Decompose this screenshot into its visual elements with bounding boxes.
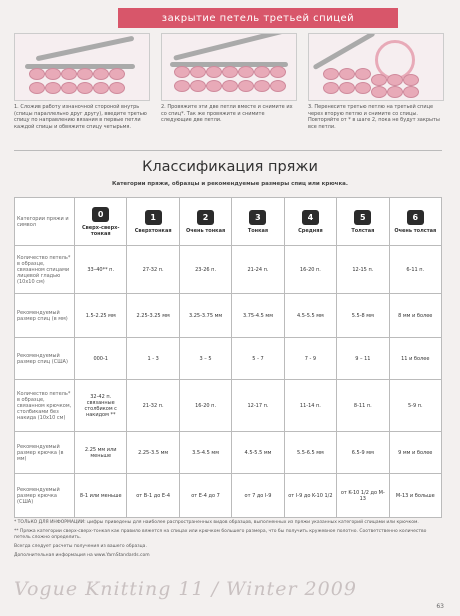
yarn-weight-icon: 5 [354,210,371,225]
page-title: Классификация пряжи [142,159,318,175]
table-cell: 1 - 3 [127,338,179,380]
page-footer [14,576,444,616]
table-cell: от K-10 1/2 до M-13 [337,474,389,518]
table-cell: 27-32 п. [127,246,179,294]
category-name: Очень тонкая [185,227,226,234]
table-cell: 16-20 п. [284,246,336,294]
yarn-weight-icon: 1 [145,210,162,225]
table-cell: от B-1 до E-4 [127,474,179,518]
table-cell: от I-9 до K-10 1/2 [284,474,336,518]
category-name: Толстая [351,227,375,234]
yarn-classification-table [14,197,442,518]
category-header [232,198,284,246]
table-row [15,474,442,518]
table-cell: 2.25-3.5 мм [127,432,179,474]
step-3-text: 3. Перенесите третью петлю на третьей спице через вторую петлю и снимите со спицы. Повторяйте от * в шаге 2, пока не будут закрыты все петли. [308,104,440,130]
table-cell: 11 и более [389,338,441,380]
step-1-text: 1. Сложив работу изнаночной стороной внутрь (спицы параллельно друг другу), введите третью спицу по направлению вязания в первые петли каждой спицы и обвяжите спицу четырьмя. [14,104,147,130]
step-2-text: 2. Провяжите эти две петли вместе и снимите их со спиц*. Так же провяжите и снимите следующие две петли. [161,104,293,123]
footnote: ** Пряжа категории сверх-сверх-тонкая как правило вяжется на спицах или крючком большего размера, что бы получить кружевное полотно. Соответственно количество петель сложно определить. [14,529,427,540]
category-header [75,198,127,246]
table-cell: 3 – 5 [179,338,231,380]
category-header [127,198,179,246]
category-name: Сверх-сверх-тонкая [81,224,120,237]
table-cell: 2.25 мм или меньше [75,432,127,474]
yarn-weight-icon: 3 [249,210,266,225]
step-2-photo [161,33,297,101]
table-row [15,338,442,380]
step-1-photo [14,33,150,101]
table-cell: 8-1 или меньше [75,474,127,518]
table-cell: 4.5-5.5 мм [232,432,284,474]
row-label: Рекомендуемый размер спиц (США) [15,338,75,380]
row-label: Рекомендуемый размер крючка (США) [15,474,75,518]
table-cell: 5 - 7 [232,338,284,380]
table-cell: 23-26 п. [179,246,231,294]
yarn-weight-icon: 2 [197,210,214,225]
category-name: Очень толстая [394,227,437,234]
category-name: Средняя [298,227,323,234]
section-banner [118,8,398,28]
table-cell: 6-11 п. [389,246,441,294]
table-cell: 3.25-3.75 мм [179,294,231,338]
table-row [15,294,442,338]
table-cell: 12-17 п. [232,380,284,432]
table-cell: от E-4 до 7 [179,474,231,518]
steps-row [14,33,442,130]
table-cell: 11-14 п. [284,380,336,432]
table-cell: 2.25-3.25 мм [127,294,179,338]
step-2 [161,33,295,130]
table-cell: 12-15 п. [337,246,389,294]
category-name: Тонкая [247,227,269,234]
category-header [179,198,231,246]
table-cell: 9 мм и более [389,432,441,474]
row-label: Количество петель* в образце, связанном крючком, столбиками без накида (10x10 см) [15,380,75,432]
category-header [337,198,389,246]
step-1 [14,33,148,130]
table-cell: 5.5-6.5 мм [284,432,336,474]
row-label: Количество петель* в образце, связанном спицами лицевой гладью (10x10 см) [15,246,75,294]
step-3 [308,33,442,130]
table-cell: 8-11 п. [337,380,389,432]
table-cell: от 7 до I-9 [232,474,284,518]
table-cell: 21-32 п. [127,380,179,432]
table-header-row [15,198,442,246]
table-cell: 3.5-4.5 мм [179,432,231,474]
table-cell: 32-42 п. связанные столбиком с накидом ** [75,380,127,432]
table-cell: M-13 и больше [389,474,441,518]
header-label: Категории пряжи и символ [15,198,75,246]
footnote: Всегда следует расчеты получения из вашего образца. [14,544,147,549]
table-cell: 000-1 [75,338,127,380]
category-name: Сверхтонкая [134,227,172,234]
footnote: Дополнительная информация на www.YarnStandards.com [14,553,150,558]
magazine-brand: Vogue Knitting 11 / Winter 2009 [14,578,357,600]
table-cell: 5-9 п. [389,380,441,432]
category-header [284,198,336,246]
table-cell: 4.5-5.5 мм [284,294,336,338]
table-cell: 1.5-2.25 мм [75,294,127,338]
table-cell: 33–40** п. [75,246,127,294]
category-header [389,198,441,246]
table-cell: 7 - 9 [284,338,336,380]
page-subtitle: Категории пряжи, образцы и рекомендуемые размеры спиц или крючка. [112,181,348,187]
page-number: 63 [436,603,444,610]
yarn-weight-icon: 4 [302,210,319,225]
yarn-weight-icon: 0 [92,207,109,222]
table-row [15,246,442,294]
table-cell: 6.5-9 мм [337,432,389,474]
table-row [15,432,442,474]
table-cell: 9 – 11 [337,338,389,380]
banner-label: закрытие петель третьей спицей [161,12,355,24]
table-cell: 3.75-4.5 мм [232,294,284,338]
yarn-weight-icon: 6 [407,210,424,225]
table-cell: 8 мм и более [389,294,441,338]
row-label: Рекомендуемый размер крючка (в мм) [15,432,75,474]
divider [14,150,442,151]
table-cell: 16-20 п. [179,380,231,432]
table-row [15,380,442,432]
footnotes [14,520,444,562]
step-3-photo [308,33,444,101]
table-cell: 5.5-8 мм [337,294,389,338]
row-label: Рекомендуемый размер спиц (в мм) [15,294,75,338]
table-cell: 21-24 п. [232,246,284,294]
footnote: * ТОЛЬКО ДЛЯ ИНФОРМАЦИИ: цифры приведены для наиболее распространенных видов образцов, выполненных из пряжи указанных категорий спицами или крючком. [14,520,419,525]
